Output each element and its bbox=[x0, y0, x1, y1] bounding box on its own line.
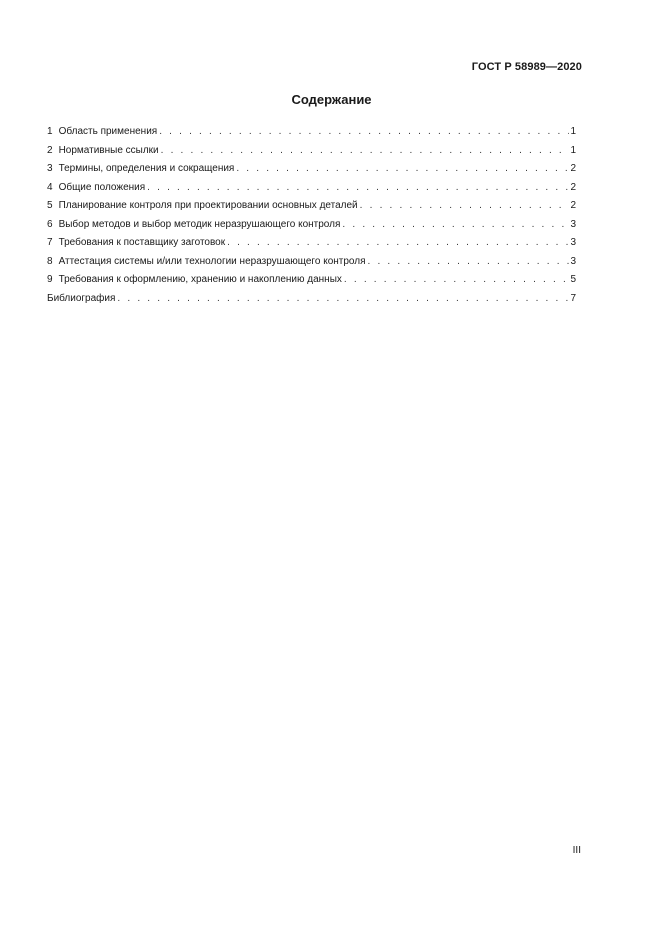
toc-entry-page: 1 bbox=[570, 144, 576, 156]
toc-entry[interactable] bbox=[47, 125, 576, 144]
toc-title: Содержание bbox=[291, 92, 372, 107]
toc-entry-title: Аттестация системы и/или технологии неразрушающего контроля bbox=[58, 255, 366, 267]
toc-leader-dots bbox=[342, 218, 569, 232]
toc-leader-dots bbox=[147, 181, 569, 195]
toc-entry[interactable] bbox=[47, 273, 576, 292]
toc-entry-number: 5 bbox=[47, 200, 53, 211]
toc-entry-number: 4 bbox=[47, 181, 53, 193]
toc-entry-title: Область применения bbox=[58, 126, 158, 137]
page-number: III bbox=[572, 845, 581, 856]
toc-entry-title: Планирование контроля при проектировании основных деталей bbox=[58, 200, 358, 211]
toc-entry-title: Общие положения bbox=[58, 181, 146, 193]
toc-entry-bibliography[interactable] bbox=[47, 292, 576, 311]
toc-leader-dots bbox=[368, 255, 570, 269]
table-of-contents bbox=[47, 125, 576, 310]
toc-entry-number: 6 bbox=[47, 218, 53, 230]
toc-entry-number: 2 bbox=[47, 144, 53, 156]
toc-entry-number: 9 bbox=[47, 274, 53, 285]
standard-code: ГОСТ Р 58989—2020 bbox=[471, 61, 582, 73]
toc-leader-dots bbox=[161, 144, 570, 158]
toc-entry[interactable] bbox=[47, 218, 576, 237]
toc-entry-number: 7 bbox=[47, 237, 53, 248]
toc-entry-page: 2 bbox=[570, 163, 576, 174]
toc-leader-dots bbox=[227, 236, 569, 250]
toc-entry-page: 3 bbox=[570, 237, 576, 248]
toc-entry[interactable] bbox=[47, 236, 576, 255]
toc-entry-page: 2 bbox=[570, 200, 576, 211]
toc-entry[interactable] bbox=[47, 144, 576, 163]
toc-leader-dots bbox=[360, 199, 570, 213]
toc-entry[interactable] bbox=[47, 181, 576, 200]
toc-entry-page: 3 bbox=[570, 218, 576, 230]
toc-entry-page: 7 bbox=[570, 292, 576, 304]
toc-entry-title: Нормативные ссылки bbox=[58, 144, 159, 156]
toc-leader-dots bbox=[344, 273, 570, 287]
toc-entry-number: 1 bbox=[47, 126, 53, 137]
toc-entry-number: 8 bbox=[47, 255, 53, 267]
toc-entry-title: Выбор методов и выбор методик неразрушающего контроля bbox=[58, 218, 341, 230]
toc-entry[interactable] bbox=[47, 162, 576, 181]
toc-leader-dots bbox=[117, 292, 569, 306]
toc-entry-page: 3 bbox=[570, 255, 576, 267]
toc-entry-number: 3 bbox=[47, 163, 53, 174]
toc-entry-title: Термины, определения и сокращения bbox=[58, 163, 235, 174]
toc-leader-dots bbox=[159, 125, 569, 139]
toc-leader-dots bbox=[236, 162, 569, 176]
toc-entry[interactable] bbox=[47, 255, 576, 274]
toc-entry-title: Требования к поставщику заготовок bbox=[58, 237, 226, 248]
toc-entry-page: 5 bbox=[570, 274, 576, 285]
toc-entry-title: Библиография bbox=[47, 292, 116, 304]
toc-entry-title: Требования к оформлению, хранению и накоплению данных bbox=[58, 274, 342, 285]
toc-entry[interactable] bbox=[47, 199, 576, 218]
toc-entry-page: 1 bbox=[570, 126, 576, 137]
toc-entry-page: 2 bbox=[570, 181, 576, 193]
